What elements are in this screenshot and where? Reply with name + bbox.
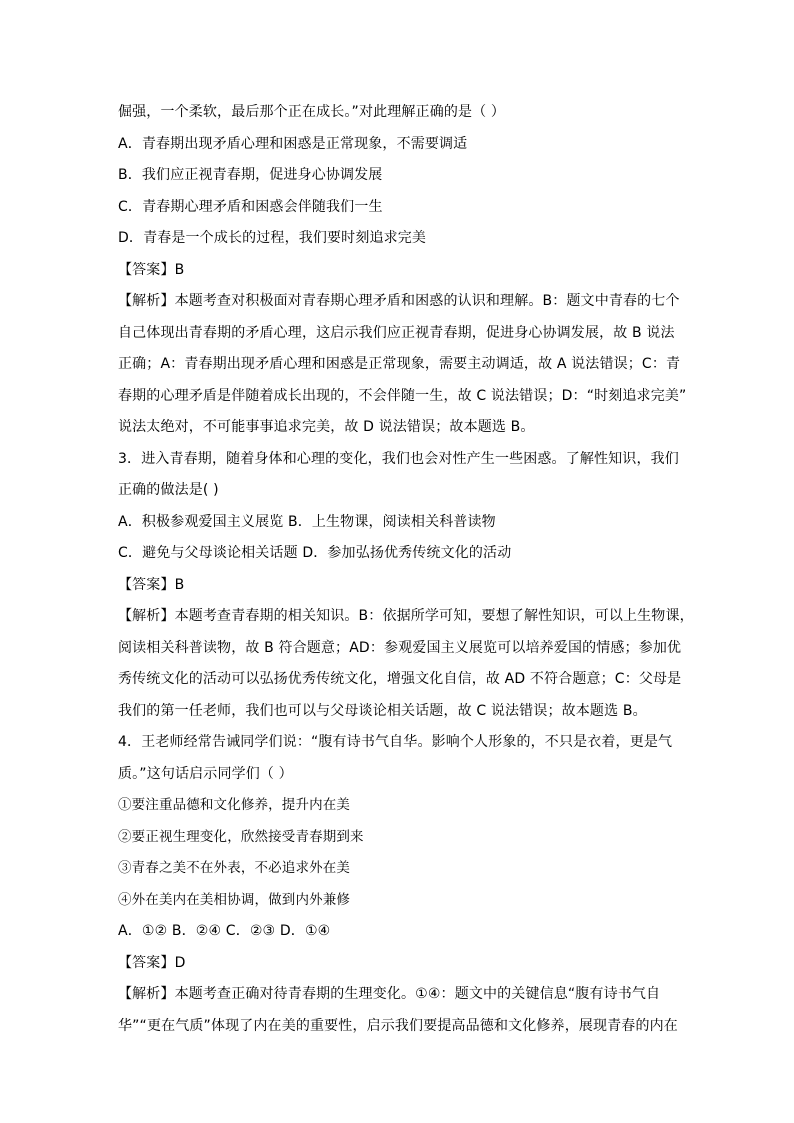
text-line: 春期的心理矛盾是伴随着成长出现的，不会伴随一生，故 C 说法错误；D：“时刻追求完美”: [118, 387, 687, 404]
answer-line: 【答案】B: [118, 576, 185, 593]
options-line: A．积极参观爱国主义展览 B．上生物课，阅读相关科普读物: [118, 513, 496, 530]
text-line: 正确的做法是( ): [118, 482, 219, 498]
statement-2: ②要正视生理变化，欣然接受青春期到来: [118, 828, 364, 845]
options-line: A．①② B．②④ C．②③ D．①④: [118, 923, 331, 939]
text-line: 阅读相关科普读物，故 B 符合题意；AD：参观爱国主义展览可以培养爱国的情感；参加优: [118, 639, 682, 656]
analysis-line: 【解析】本题考查青春期的相关知识。B：依据所学可知，要想了解性知识，可以上生物课，: [118, 608, 694, 624]
question-line: 3．进入青春期，随着身体和心理的变化，我们也会对性产生一些困惑。了解性知识，我们: [118, 450, 679, 467]
text-line: 倔强，一个柔软，最后那个正在成长。”对此理解正确的是（ ）: [118, 104, 506, 120]
text-line: 华”“更在气质”体现了内在美的重要性，启示我们要提高品德和文化修养，展现青春的内在: [118, 1017, 678, 1034]
question-line: 4．王老师经常告诫同学们说：“腹有诗书气自华。影响个人形象的，不只是衣着，更是气: [118, 734, 673, 750]
text-line: 秀传统文化的活动可以弘扬优秀传统文化，增强文化自信，故 AD 不符合题意；C：父母是: [118, 671, 682, 687]
option-b: B．我们应正视青春期，促进身心协调发展: [118, 167, 383, 183]
text-line: 质。”这句话启示同学们（ ）: [118, 765, 293, 782]
options-line: C．避免与父母谈论相关话题 D．参加弘扬优秀传统文化的活动: [118, 545, 512, 561]
text-line: 我们的第一任老师，我们也可以与父母谈论相关话题，故 C 说法错误；故本题选 B。: [118, 702, 647, 719]
text-line: 说法太绝对，不可能事事追求完美，故 D 说法错误；故本题选 B。: [118, 419, 535, 435]
statement-3: ③青春之美不在外表，不必追求外在美: [118, 860, 351, 876]
answer-line: 【答案】D: [118, 954, 186, 971]
analysis-line: 【解析】本题考查对积极面对青春期心理矛盾和困惑的认识和理解。B：题文中青春的七个: [118, 293, 680, 309]
statement-4: ④外在美内在美相协调，做到内外兼修: [118, 891, 351, 908]
text-line: 自己体现出青春期的矛盾心理，这启示我们应正视青春期，促进身心协调发展，故 B 说法: [118, 324, 675, 341]
text-line: 正确；A：青春期出现矛盾心理和困惑是正常现象，需要主动调适，故 A 说法错误；C：青: [118, 356, 681, 372]
page-content: [118, 97, 694, 1042]
option-a: A．青春期出现矛盾心理和困惑是正常现象，不需要调适: [118, 135, 468, 152]
option-d: D．青春是一个成长的过程，我们要时刻追求完美: [118, 230, 427, 246]
analysis-line: 【解析】本题考查正确对待青春期的生理变化。①④：题文中的关键信息“腹有诗书气自: [118, 986, 661, 1002]
answer-line: 【答案】B: [118, 261, 185, 278]
option-c: C．青春期心理矛盾和困惑会伴随我们一生: [118, 198, 383, 215]
statement-1: ①要注重品德和文化修养，提升内在美: [118, 797, 351, 813]
